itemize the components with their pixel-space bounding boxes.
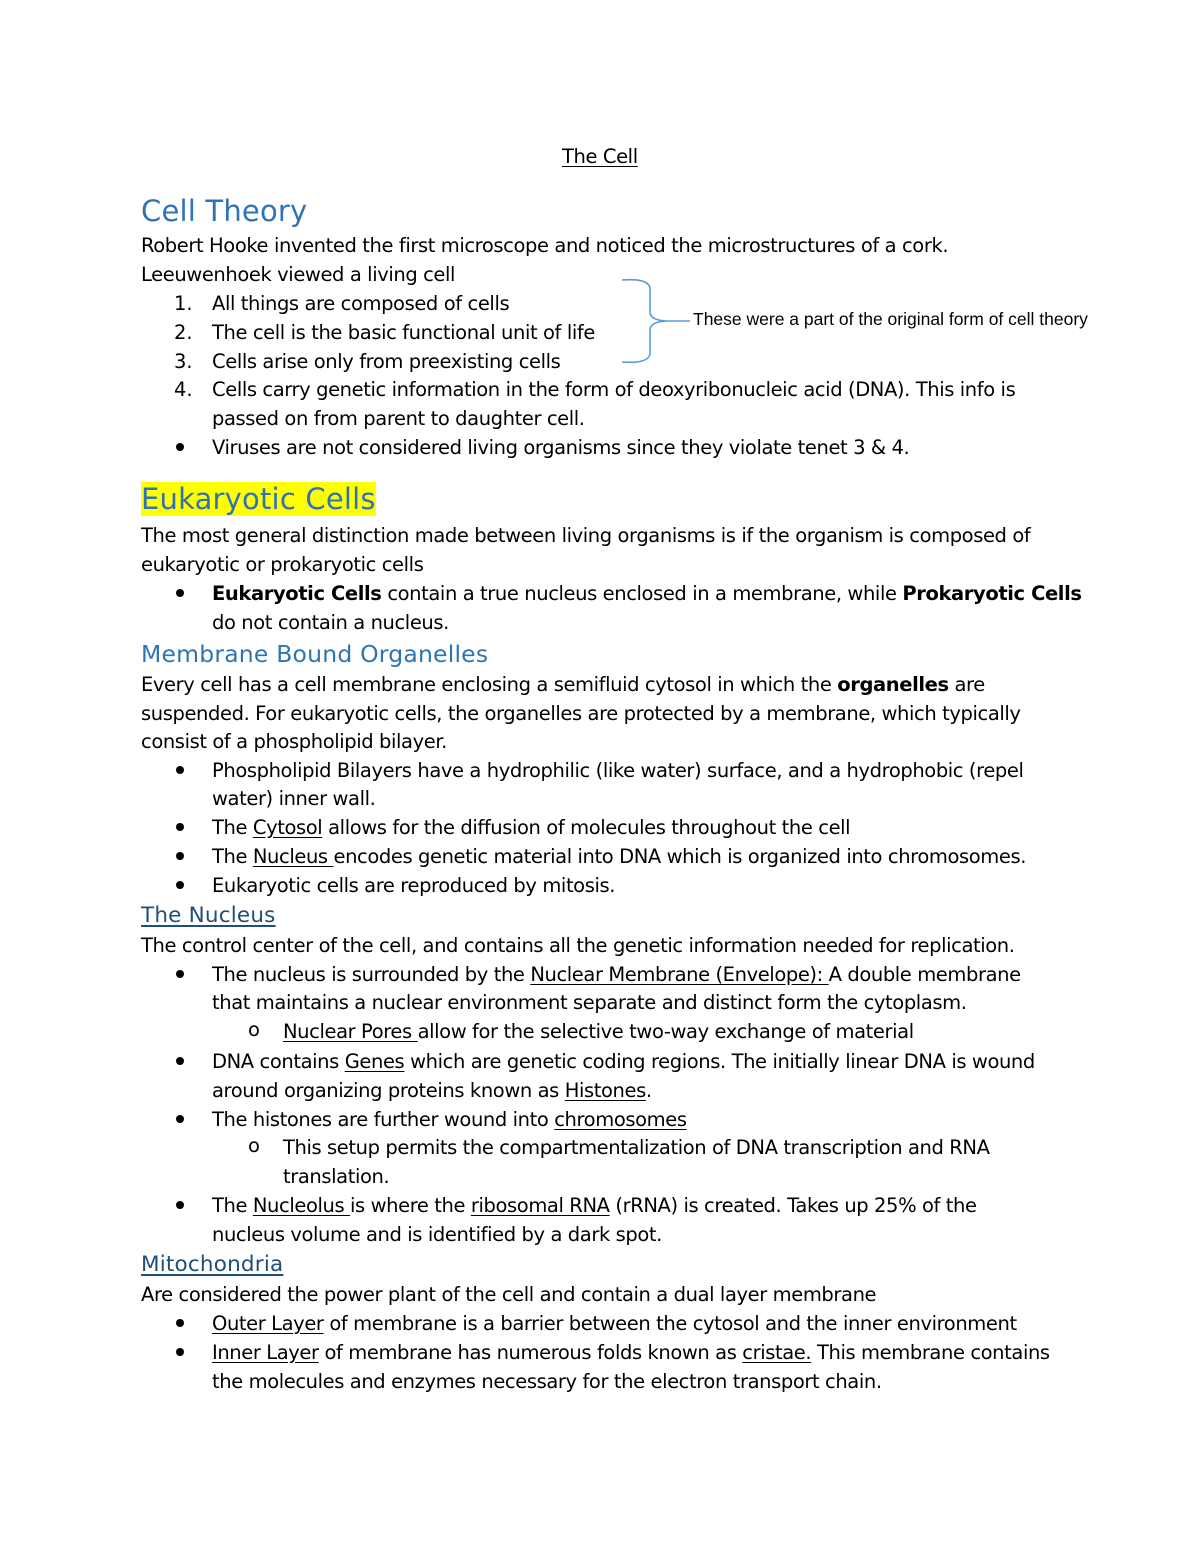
underlined-term: Nuclear Membrane (Envelope): xyxy=(530,963,829,986)
text-run: A double membrane xyxy=(828,963,1021,986)
underlined-term: Cytosol xyxy=(252,816,323,839)
bold-term: Prokaryotic Cells xyxy=(902,582,1082,605)
paragraph: consist of a phospholipid bilayer. xyxy=(141,730,447,753)
heading-cell-theory: Cell Theory xyxy=(141,194,308,228)
list-item: The cell is the basic functional unit of life xyxy=(212,321,595,344)
bullet-icon xyxy=(176,443,184,451)
paragraph: suspended. For eukaryotic cells, the organelles are protected by a membrane, which typically xyxy=(141,702,1021,725)
underlined-term: Inner Layer xyxy=(212,1341,319,1364)
bullet-icon xyxy=(176,1115,184,1123)
bullet-icon xyxy=(176,1201,184,1209)
text-run: allows for the diffusion of molecules throughout the cell xyxy=(322,816,851,839)
paragraph: Robert Hooke invented the first microscope and noticed the microstructures of a cork. xyxy=(141,234,949,257)
text-run: of membrane has numerous folds known as xyxy=(318,1341,743,1364)
paragraph xyxy=(141,673,985,696)
bullet-icon xyxy=(176,766,184,774)
list-item xyxy=(212,845,1026,868)
bullet-icon xyxy=(176,823,184,831)
list-item: Cells carry genetic information in the form of deoxyribonucleic acid (DNA). This info is xyxy=(212,378,1016,401)
text-run: The histones are further wound into xyxy=(212,1108,555,1131)
heading-the-nucleus: The Nucleus xyxy=(141,903,276,928)
list-item: Eukaryotic cells are reproduced by mitosis. xyxy=(212,874,616,897)
underlined-term: Nucleolus xyxy=(252,1194,351,1217)
list-item xyxy=(212,1341,1050,1364)
sub-bullet-icon: o xyxy=(248,1134,260,1157)
text-run: are xyxy=(948,673,985,696)
sub-bullet-icon: o xyxy=(248,1018,260,1041)
text-run: . xyxy=(645,1079,652,1102)
bullet-icon xyxy=(176,1348,184,1356)
bullet-icon xyxy=(176,852,184,860)
bullet-icon xyxy=(176,1057,184,1065)
list-item-continued: the molecules and enzymes necessary for the electron transport chain. xyxy=(212,1370,882,1393)
heading-eukaryotic-cells xyxy=(141,482,376,516)
text-run: which are genetic coding regions. The initially linear DNA is wound xyxy=(404,1050,1035,1073)
list-item: Phospholipid Bilayers have a hydrophilic (like water) surface, and a hydrophobic (repel xyxy=(212,759,1024,782)
list-item xyxy=(212,1194,977,1217)
text-run: around organizing proteins known as xyxy=(212,1079,565,1102)
list-item xyxy=(212,1108,687,1131)
underlined-term: Genes xyxy=(344,1050,405,1073)
underlined-term: chromosomes xyxy=(554,1108,687,1131)
underlined-term: Nucleus xyxy=(252,845,334,868)
text-run: allow for the selective two-way exchange of material xyxy=(417,1020,914,1043)
heading-membrane-bound-organelles: Membrane Bound Organelles xyxy=(141,640,489,668)
list-number: 3. xyxy=(174,350,193,373)
paragraph: eukaryotic or prokaryotic cells xyxy=(141,553,424,576)
list-number: 1. xyxy=(174,292,193,315)
text-run: The xyxy=(212,816,253,839)
underlined-term: Histones xyxy=(564,1079,646,1102)
list-number: 4. xyxy=(174,378,193,401)
page-title: The Cell xyxy=(562,145,638,168)
text-run: The nucleus is surrounded by the xyxy=(212,963,531,986)
underlined-term: Outer Layer xyxy=(212,1312,324,1335)
text-run: This membrane contains xyxy=(811,1341,1050,1364)
text-run: (rRNA) is created. Takes up 25% of the xyxy=(609,1194,977,1217)
bold-term: Eukaryotic Cells xyxy=(212,582,382,605)
list-item-continued: water) inner wall. xyxy=(212,787,376,810)
heading-mitochondria: Mitochondria xyxy=(141,1252,284,1277)
bullet-icon xyxy=(176,881,184,889)
text-run: The xyxy=(212,1194,253,1217)
list-item-continued: do not contain a nucleus. xyxy=(212,611,449,634)
list-item xyxy=(212,582,1082,605)
brace-icon xyxy=(618,274,696,368)
list-number: 2. xyxy=(174,321,193,344)
bold-term: organelles xyxy=(837,673,949,696)
underlined-term: Nuclear Pores xyxy=(283,1020,418,1043)
text-run: of membrane is a barrier between the cytosol and the inner environment xyxy=(323,1312,1017,1335)
paragraph: Are considered the power plant of the cell and contain a dual layer membrane xyxy=(141,1283,877,1306)
text-run: contain a true nucleus enclosed in a membrane, while xyxy=(381,582,903,605)
list-item-continued xyxy=(212,1079,652,1102)
text-run: encodes genetic material into DNA which is organized into chromosomes. xyxy=(333,845,1027,868)
list-item: Viruses are not considered living organisms since they violate tenet 3 & 4. xyxy=(212,436,910,459)
list-item-continued: that maintains a nuclear environment separate and distinct form the cytoplasm. xyxy=(212,991,967,1014)
text-run: is where the xyxy=(350,1194,471,1217)
underlined-term: ribosomal RNA xyxy=(470,1194,610,1217)
sub-list-item xyxy=(283,1020,914,1043)
list-item xyxy=(212,1312,1017,1335)
paragraph: The control center of the cell, and contains all the genetic information needed for replication. xyxy=(141,934,1015,957)
paragraph: Leeuwenhoek viewed a living cell xyxy=(141,263,456,286)
bullet-icon xyxy=(176,970,184,978)
sub-list-item-continued: translation. xyxy=(283,1165,390,1188)
list-item-continued: passed on from parent to daughter cell. xyxy=(212,407,585,430)
list-item xyxy=(212,963,1021,986)
bullet-icon xyxy=(176,589,184,597)
heading-eukaryotic-cells-text: Eukaryotic Cells xyxy=(141,482,376,516)
sub-list-item: This setup permits the compartmentalization of DNA transcription and RNA xyxy=(283,1136,990,1159)
paragraph: The most general distinction made between living organisms is if the organism is composed of xyxy=(141,524,1031,547)
underlined-term: cristae. xyxy=(742,1341,812,1364)
list-item xyxy=(212,1050,1035,1073)
list-item: Cells arise only from preexisting cells xyxy=(212,350,561,373)
text-run: Every cell has a cell membrane enclosing a semifluid cytosol in which the xyxy=(141,673,838,696)
bullet-icon xyxy=(176,1319,184,1327)
text-run: The xyxy=(212,845,253,868)
margin-note: These were a part of the original form of cell theory xyxy=(693,309,1088,329)
text-run: DNA contains xyxy=(212,1050,345,1073)
list-item-continued: nucleus volume and is identified by a dark spot. xyxy=(212,1223,662,1246)
list-item: All things are composed of cells xyxy=(212,292,510,315)
list-item xyxy=(212,816,850,839)
